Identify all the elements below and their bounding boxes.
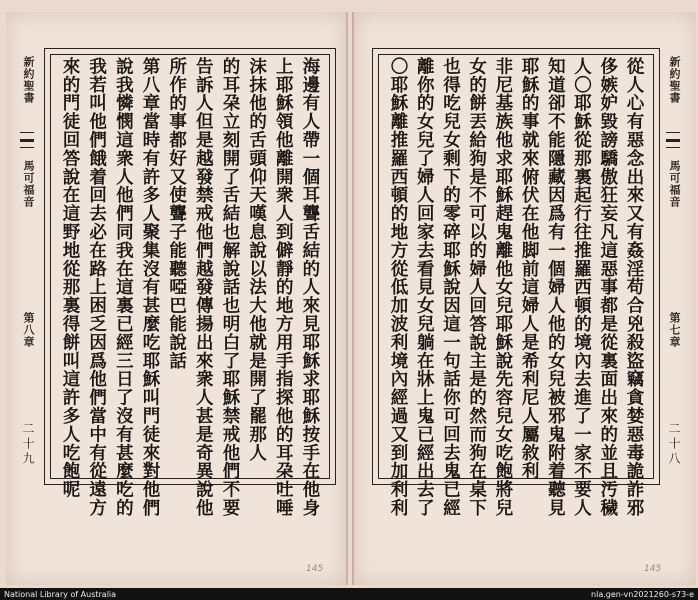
- left-page: [6, 12, 348, 585]
- text-column: 也得吃兒女剩下的零碎耶穌說因這一句話你可回去鬼已經: [440, 57, 461, 517]
- text-column: 離你的女兒了婦人回家去看見女兒躺在牀上鬼已經出去了: [414, 57, 435, 517]
- text-column: 說我憐憫這衆人他們同我在這裏已經三日了沒有甚麼吃的: [113, 57, 134, 517]
- page-number: 二十八: [667, 422, 681, 467]
- text-column: 第八章當時有許多人聚集沒有甚麼吃耶穌叫門徒來對他們: [139, 57, 160, 517]
- text-columns: [50, 54, 330, 517]
- text-frame: [372, 48, 660, 517]
- running-header-gospel: 馬可福音: [22, 160, 35, 208]
- text-column: 海邊有人帶一個耳聾舌結的人來見耶穌求耶穌按手在他身: [299, 57, 320, 517]
- text-column: 來的門徒回答說在這野地從那裏得餅叫這許多人吃飽呢: [60, 57, 80, 499]
- running-header-chapter: 第八章: [22, 312, 35, 348]
- text-columns: [378, 54, 654, 517]
- running-header-chapter: 第七章: [668, 312, 681, 348]
- text-column: 耶穌的事就來俯伏在他脚前這婦人是希利尼人屬敘利: [519, 57, 540, 481]
- footer-identifier: nla.gen-vn2021260-s73-e: [591, 589, 694, 599]
- text-column: 從人心有惡念出來又有姦淫苟合兇殺盜竊貪婪惡毒詭詐邪: [623, 57, 644, 517]
- text-column: 侈嫉妒毀謗驕傲狂妄凡這惡事都是從裏面出來的並且汚穢: [597, 57, 618, 517]
- text-column: 告訴人但是越發禁戒他們越發傳揚出來衆人甚是奇異說他: [193, 57, 214, 517]
- fish-tail-ornament: [20, 132, 34, 148]
- text-column: 〇耶穌離推羅西頓的地方從低加波利境內經過又到加利利: [388, 57, 408, 517]
- text-frame: [44, 48, 336, 517]
- text-column: 女的餅丟給狗是不可以的婦人回答說主是的然而狗在桌下: [466, 57, 487, 517]
- fish-tail-ornament: [666, 132, 680, 148]
- text-column: 我若叫他們餓着回去必在路上困乏因爲他們當中有從遠方: [86, 57, 107, 517]
- running-header-gospel: 馬可福音: [668, 160, 681, 208]
- text-column: 的耳朶立刻開了舌結也解說話也明白了耶穌禁戒他們不要: [219, 57, 240, 517]
- running-header-book: 新約聖書: [668, 56, 681, 104]
- text-column: 沫抹他的舌頭仰天嘆息說以法大他就是開了罷那人: [246, 57, 267, 462]
- text-column: 上耶穌領他離開衆人到僻靜的地方用手指探他的耳朶吐唾: [273, 57, 294, 517]
- running-header-book: 新約聖書: [22, 56, 35, 104]
- pencil-mark: 145: [306, 564, 324, 574]
- page-number: 二十九: [21, 422, 35, 467]
- text-column: 所作的事都好又使聾子能聽啞巴能說話: [166, 57, 187, 370]
- archive-footer: [0, 588, 698, 600]
- pencil-mark: 145: [644, 564, 662, 574]
- right-page: [352, 12, 696, 585]
- text-column: 非尼基族他求耶穌趕鬼離他女兒耶穌說先容兒女吃飽將兒: [492, 57, 513, 517]
- footer-library-name: National Library of Australia: [4, 589, 117, 599]
- text-column: 人〇耶穌從那裏起行往推羅西頓的境內去進了一家不要人: [571, 57, 592, 517]
- text-column: 知道卻不能隱藏因爲有一個婦人他的女兒被邪鬼附着聽見: [545, 57, 566, 517]
